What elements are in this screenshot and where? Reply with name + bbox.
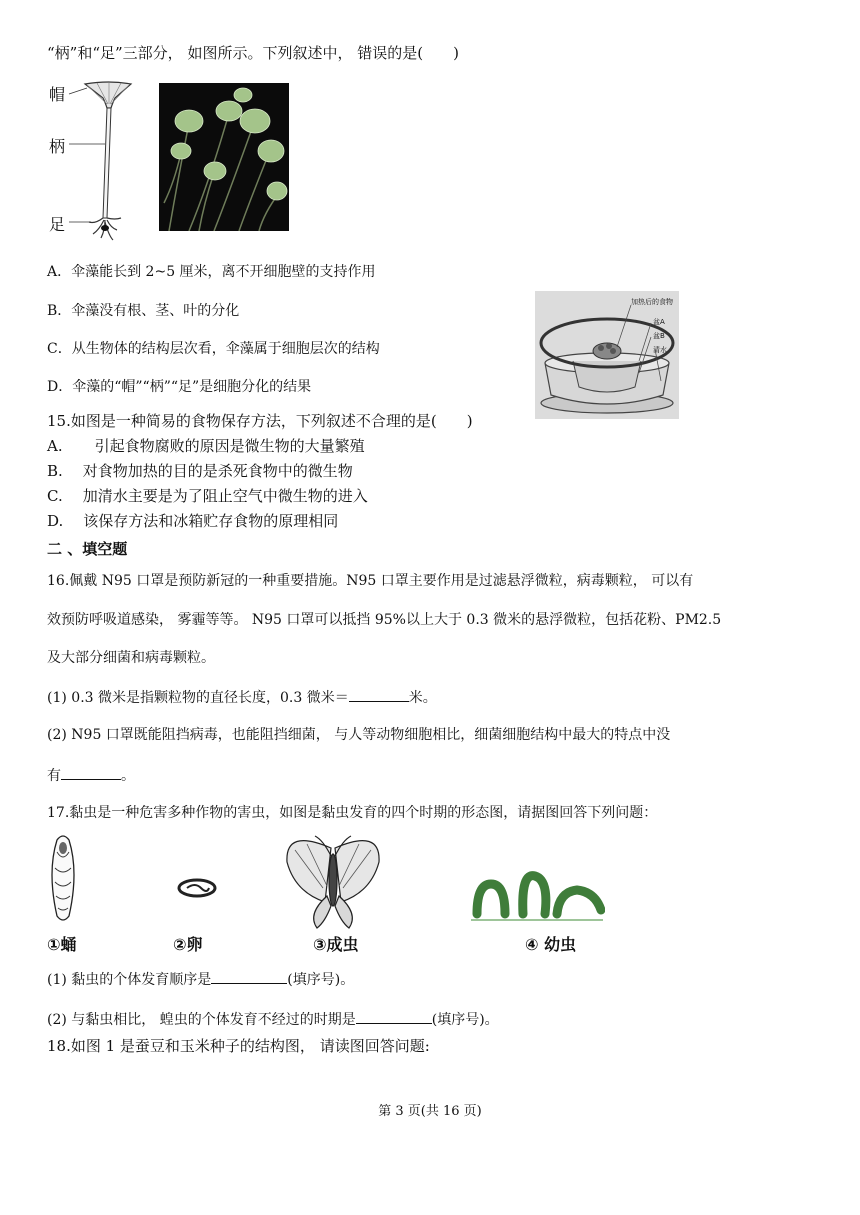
q14-option-c: C．从生物体的结构层次看，伞藻属于细胞层次的结构 (47, 341, 380, 357)
q17-stem: 17.黏虫是一种危害多种作物的害虫，如图是黏虫发育的四个时期的形态图，请据图回答下列问题： (47, 805, 658, 821)
q16-sub1-pre: (1) 0.3 微米是指颗粒物的直径长度，0.3 微米＝ (47, 690, 349, 706)
q15-option-d (47, 512, 338, 530)
q15-option-a-text: 引起食物腐败的原因是微生物的大量繁殖 (94, 437, 365, 455)
q17-sub1 (47, 969, 354, 989)
label-water: 清水 (653, 346, 667, 354)
q14-intro: “柄”和“足”三部分， 如图所示。下列叙述中， 错误的是( ) (47, 44, 459, 62)
q16-sub2-blank[interactable] (61, 765, 121, 780)
q16-line1: 16.佩戴 N95 口罩是预防新冠的一种重要措施。N95 口罩主要作用是过滤悬浮微粒，病毒颗粒， 可以有 (47, 573, 694, 589)
label-foot: 足 (49, 215, 66, 234)
q17-sub2-blank[interactable] (356, 1009, 432, 1024)
q18-stem: 18.如图 1 是蚕豆和玉米种子的结构图， 请读图回答问题: (47, 1037, 430, 1055)
q17-sub2 (47, 1009, 499, 1029)
label-cap: 帽 (49, 85, 66, 104)
q16-sub2-pre: 有 (47, 768, 61, 784)
label-egg: ②卵 (173, 935, 203, 954)
q16-sub1 (47, 687, 437, 707)
label-heated-food: 加热后的食物 (631, 298, 673, 306)
label-adult: ③成虫 (313, 935, 359, 954)
label-pupa: ①蛹 (47, 935, 77, 954)
section-title-fill-in: 二 、填空题 (47, 540, 128, 558)
q15-option-a (47, 437, 365, 455)
umbrella-alga-photo (159, 83, 289, 231)
q17-sub1-post: (填序号)。 (287, 972, 355, 988)
q15-option-b-text: 对食物加热的目的是杀死食物中的微生物 (82, 462, 353, 480)
q15-option-a-letter: A. (47, 437, 63, 455)
q16-sub1-post: 米。 (408, 690, 437, 706)
label-basin-b: 盆B (653, 332, 665, 340)
q14-option-a: A．伞藻能长到 2~5 厘米，离不开细胞壁的支持作用 (47, 264, 376, 280)
food-preservation-figure (535, 291, 679, 419)
q14-option-d: D．伞藻的“帽”“柄”“足”是细胞分化的结果 (47, 379, 312, 395)
label-basin-a: 盆A (653, 318, 665, 326)
q16-line2: 效预防呼吸道感染， 雾霾等等。 N95 口罩可以抵挡 95%以上大于 0.3 微米的悬浮微粒，包括花粉、PM2.5 (47, 612, 722, 628)
q17-sub2-pre: (2) 与黏虫相比， 蝗虫的个体发育不经过的时期是 (47, 1012, 356, 1028)
q16-sub2-post: 。 (121, 768, 135, 784)
q15-stem: 15.如图是一种简易的食物保存方法，下列叙述不合理的是( ) (47, 412, 473, 430)
q16-sub2-line2 (47, 765, 135, 785)
page-footer: 第 3 页(共 16 页) (378, 1104, 482, 1119)
q15-option-b-letter: B. (47, 462, 63, 480)
label-stalk: 柄 (49, 137, 66, 156)
q17-sub2-post: (填序号)。 (431, 1012, 499, 1028)
q17-sub1-pre: (1) 黏虫的个体发育顺序是 (47, 972, 212, 988)
q16-sub2-line1: (2) N95 口罩既能阻挡病毒，也能阻挡细菌， 与人等动物细胞相比，细菌细胞结构中最大的特点中没 (47, 727, 671, 743)
umbrella-alga-diagram (47, 78, 147, 248)
label-larva: ④ 幼虫 (525, 935, 577, 954)
q15-option-b (47, 462, 353, 480)
q14-option-b: B．伞藻没有根、茎、叶的分化 (47, 303, 240, 319)
q15-option-d-text: 该保存方法和冰箱贮存食物的原理相同 (83, 512, 339, 530)
q15-option-d-letter: D. (47, 512, 64, 530)
q16-sub1-blank[interactable] (349, 687, 409, 702)
q16-line3: 及大部分细菌和病毒颗粒。 (47, 650, 215, 666)
q15-option-c-text: 加清水主要是为了阻止空气中微生物的进入 (82, 487, 368, 505)
q15-option-c-letter: C. (47, 487, 63, 505)
q15-option-c (47, 487, 368, 505)
q17-sub1-blank[interactable] (211, 969, 287, 984)
armyworm-stages-figure (45, 832, 605, 956)
